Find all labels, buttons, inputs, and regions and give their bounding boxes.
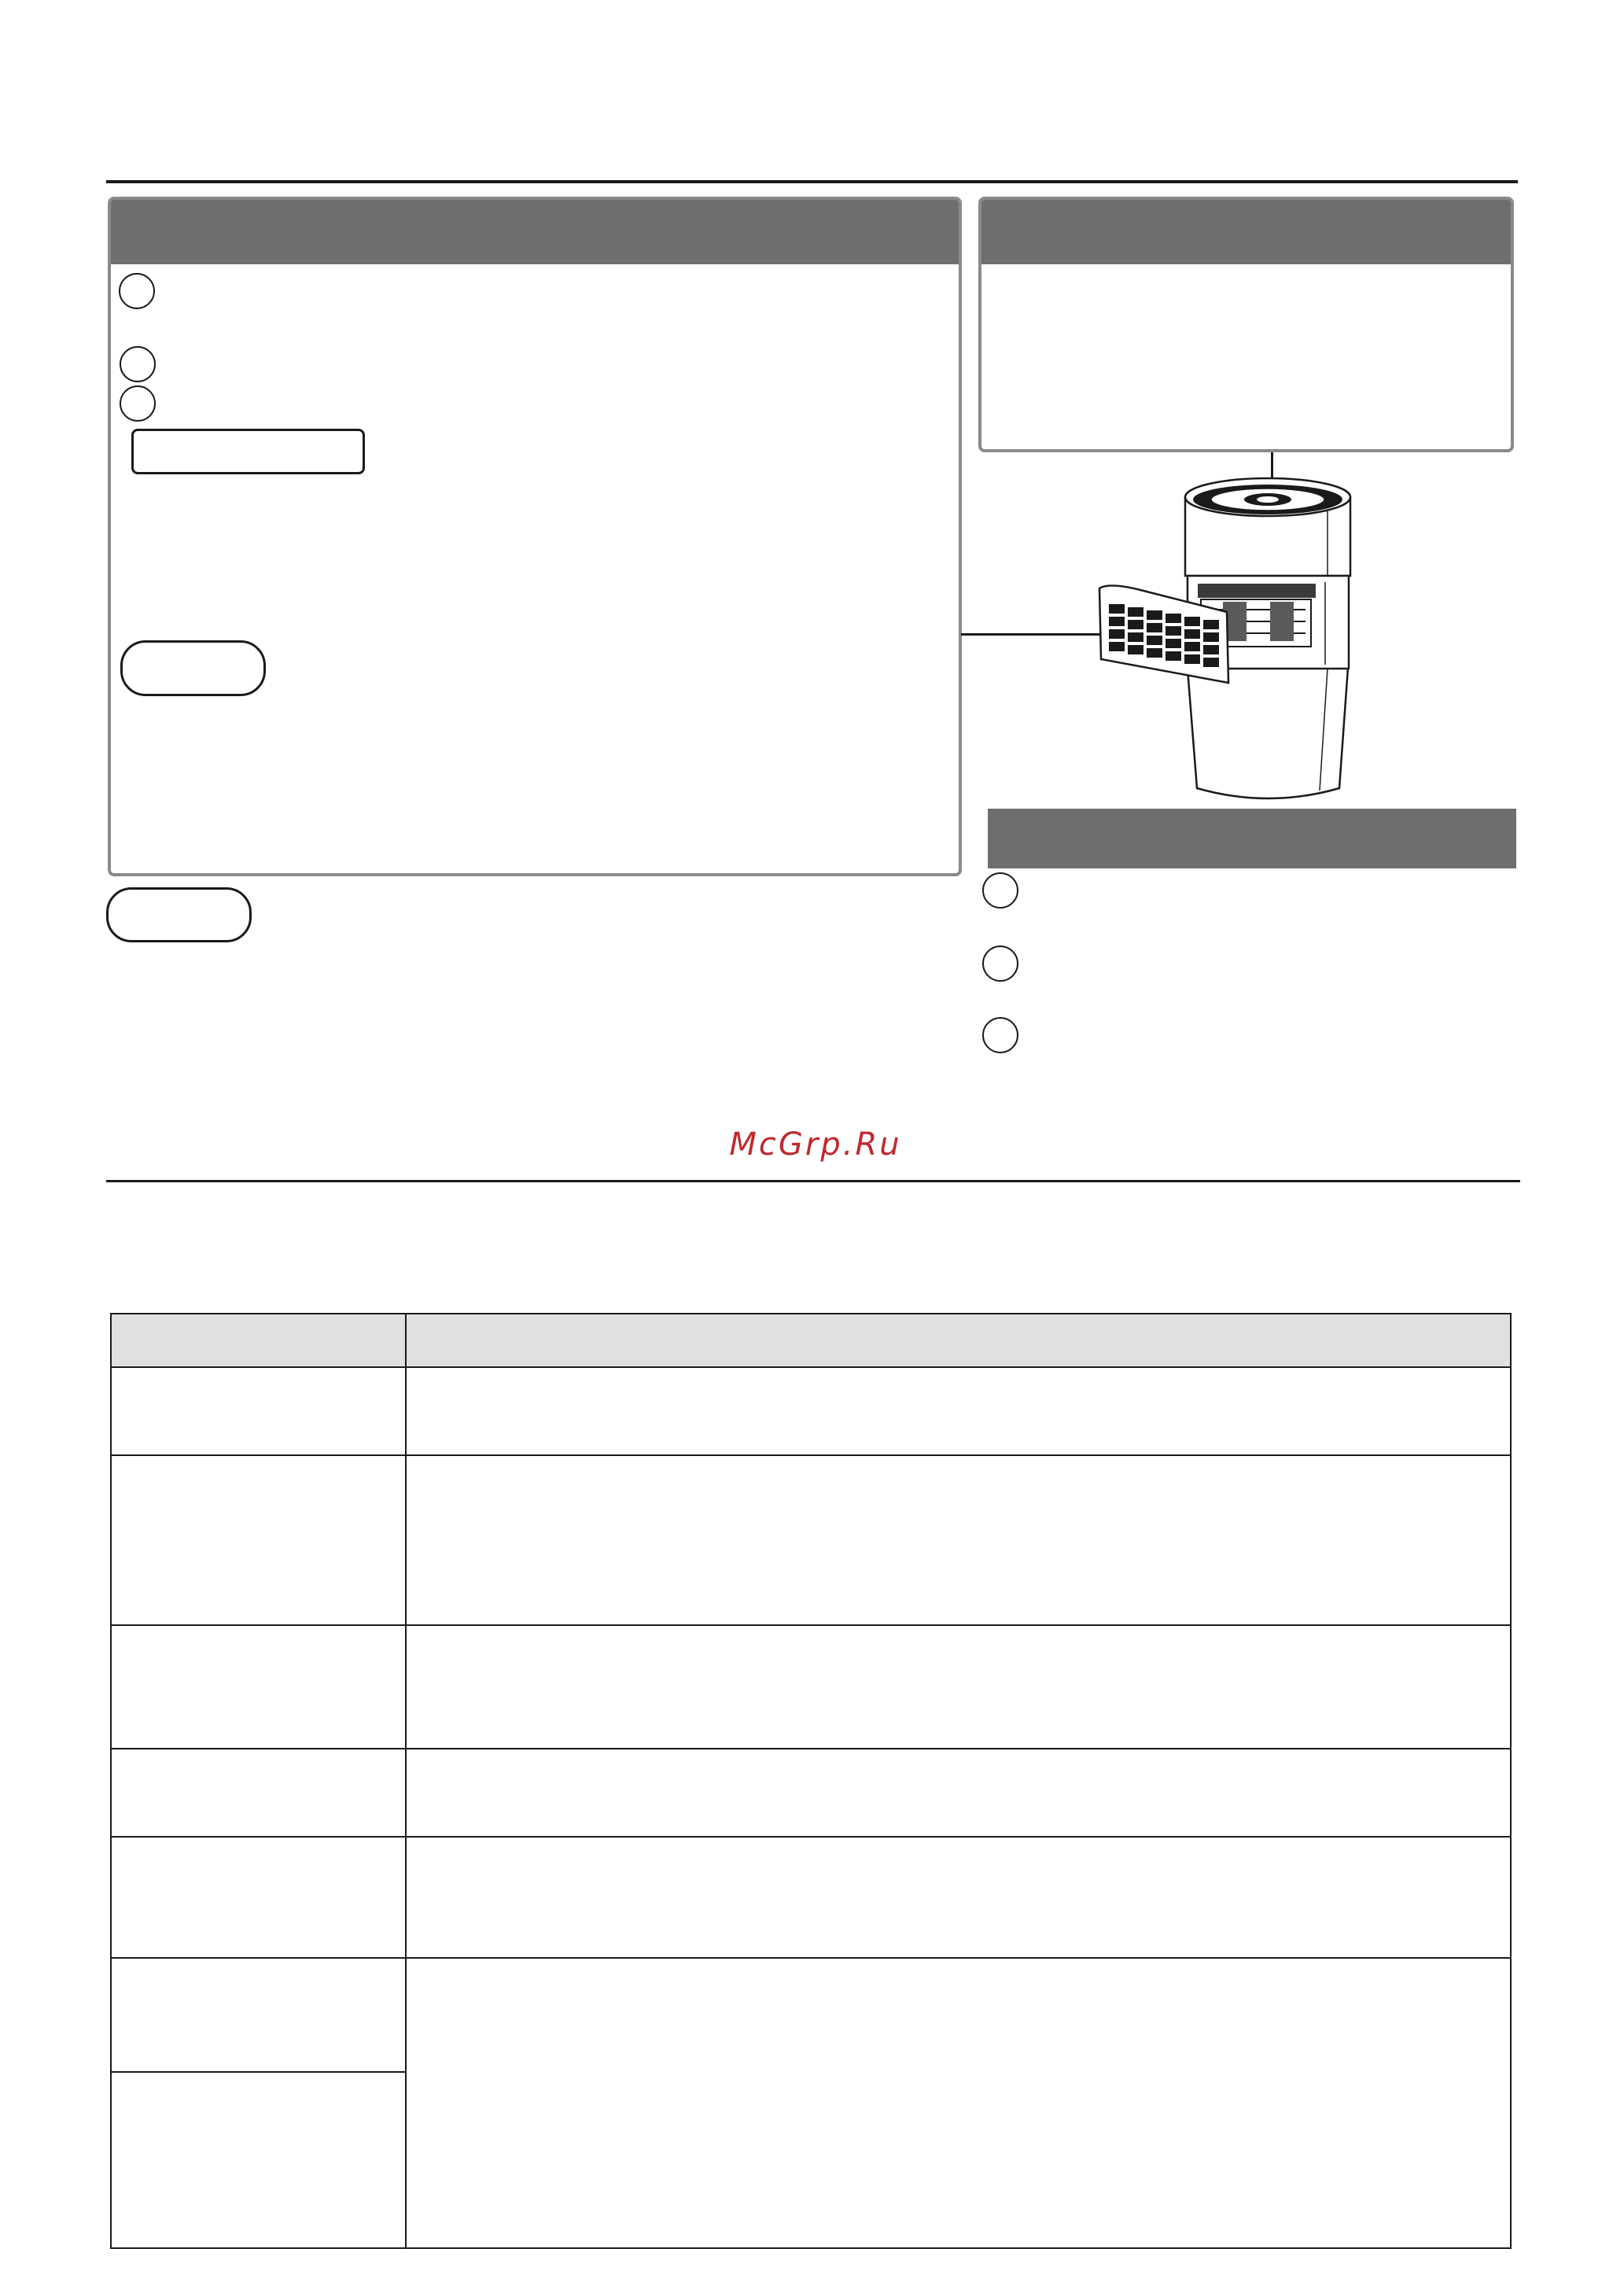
step-3-icon <box>120 385 156 422</box>
watermark: McGrp.Ru <box>729 1126 902 1163</box>
table-cell <box>111 2072 406 2248</box>
table-cell <box>406 1749 1511 1837</box>
instruction-panel <box>108 197 962 876</box>
table-header-cell <box>406 1314 1511 1367</box>
table-row <box>111 1367 1511 1455</box>
instruction-panel-header <box>111 200 959 264</box>
table-cell <box>111 1625 406 1749</box>
table-cell <box>111 1749 406 1837</box>
step-2-icon <box>120 346 156 382</box>
note-label-box <box>106 887 252 942</box>
step-b-icon <box>982 946 1018 982</box>
middle-rule <box>106 1180 1520 1182</box>
table-header-row <box>111 1314 1511 1367</box>
feature-panel <box>978 197 1514 452</box>
table-row <box>111 1455 1511 1625</box>
connector-line-filter <box>961 633 1103 636</box>
filter-cartridge-illustration <box>1093 581 1235 687</box>
steps-section-header <box>988 809 1516 868</box>
table-cell <box>111 1367 406 1455</box>
label-box-rounded <box>120 640 266 696</box>
table-cell <box>111 1455 406 1625</box>
top-rule <box>106 180 1518 183</box>
table-cell <box>406 1455 1511 1625</box>
step-a-icon <box>982 872 1018 909</box>
label-box-wide <box>131 429 365 474</box>
table-cell <box>111 1958 406 2072</box>
step-c-icon <box>982 1017 1018 1053</box>
table-row <box>111 1837 1511 1958</box>
table-cell <box>406 1625 1511 1749</box>
feature-panel-header <box>981 200 1511 264</box>
step-1-icon <box>119 273 155 309</box>
specification-table <box>110 1313 1512 2249</box>
table-row <box>111 1749 1511 1837</box>
table-cell <box>406 1958 1511 2248</box>
table-header-cell <box>111 1314 406 1367</box>
table-row <box>111 1625 1511 1749</box>
table-cell <box>111 1837 406 1958</box>
table-cell <box>406 1837 1511 1958</box>
table-cell <box>406 1367 1511 1455</box>
table-row <box>111 1958 1511 2072</box>
